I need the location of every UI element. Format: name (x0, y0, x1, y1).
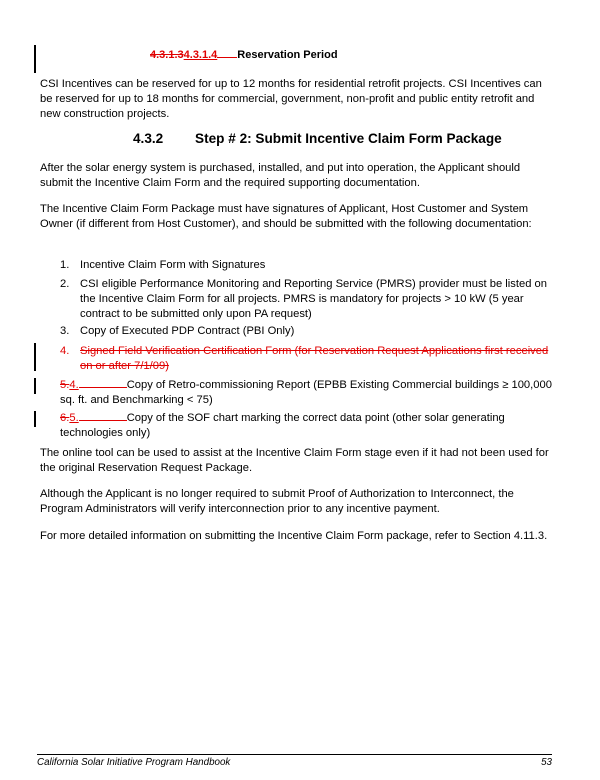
section-number: 4.3.2 (133, 131, 164, 146)
inserted-tab (79, 378, 127, 388)
deleted-list-item (60, 344, 555, 374)
paragraph-after-purchase: After the solar energy system is purchased, installed, and put into operation, the Applicant should submit the Incentive Claim Form and the required supporting documentation. (40, 162, 521, 189)
inserted-list-number: 5. (69, 412, 79, 424)
list-text: Copy of Executed PDP Contract (PBI Only) (80, 325, 295, 337)
list-line (60, 378, 555, 408)
paragraph-package: The Incentive Claim Form Package must have signatures of Applicant, Host Customer and System Owner (if different from Host Customer), and should be submitted with the following documentation: (40, 203, 532, 230)
change-bar (34, 411, 36, 427)
inserted-tab (79, 411, 127, 421)
list-text: CSI eligible Performance Monitoring and Reporting Service (PMRS) provider must be listed on the Incentive Claim Form for all projects. PMRS is mandatory for projects > 10 kW (5 year contract to be submitted only upon PA request) (80, 278, 547, 320)
inserted-list-number: 4. (69, 379, 79, 391)
section-heading-4-3-2 (133, 131, 502, 146)
list-item (60, 324, 555, 339)
deleted-section-number: 4.3.1.3 (150, 49, 184, 61)
list-number: 4. (60, 345, 70, 357)
section-title: Step # 2: Submit Incentive Claim Form Package (195, 131, 502, 146)
paragraph-more-info: For more detailed information on submitting the Incentive Claim Form package, refer to Section 4.11.3. (40, 530, 548, 542)
list-number: 1. (60, 259, 70, 271)
page-number: 53 (541, 757, 552, 768)
section-heading-4-3-1-4 (150, 48, 338, 61)
list-text: Signed Field Verification Certification Form (for Reservation Request Applications first received on or after 7/1/09) (80, 345, 549, 372)
paragraph-reservation: CSI Incentives can be reserved for up to 12 months for residential retrofit projects. CSI Incentives can be reserved for up to 18 months for commercial, government, non-profit and public entity retrofit and new construction projects. (40, 78, 542, 120)
list-item (60, 378, 555, 408)
list-text: Copy of the SOF chart marking the correct data point (other solar generating technologies only) (60, 412, 505, 439)
footer-title: California Solar Initiative Program Handbook (37, 757, 231, 768)
list-item (60, 277, 555, 322)
list-item (60, 258, 555, 273)
inserted-tab (217, 48, 237, 58)
deleted-list-number: 5. (60, 379, 70, 391)
list-text: Incentive Claim Form with Signatures (80, 259, 266, 271)
paragraph-interconnection: Although the Applicant is no longer required to submit Proof of Authorization to Interconnect, the Program Administrators will verify interconnection prior to any incentive payment. (40, 488, 514, 515)
change-bar (34, 378, 36, 394)
paragraph-online-tool: The online tool can be used to assist at the Incentive Claim Form stage even if it had not been used for the original Reservation Request Package. (40, 447, 549, 474)
list-number: 3. (60, 325, 70, 337)
list-text: Copy of Retro-commissioning Report (EPBB Existing Commercial buildings ≥ 100,000 sq. ft. and Benchmarking < 75) (60, 379, 552, 406)
footer-divider (37, 754, 552, 755)
list-number: 2. (60, 278, 70, 290)
section-title: Reservation Period (237, 49, 338, 61)
list-line (60, 411, 555, 441)
change-bar (34, 45, 36, 73)
inserted-section-number: 4.3.1.4 (183, 49, 218, 61)
change-bar (34, 343, 36, 371)
list-item (60, 411, 555, 441)
deleted-list-number: 6. (60, 412, 70, 424)
page-footer (37, 757, 552, 768)
